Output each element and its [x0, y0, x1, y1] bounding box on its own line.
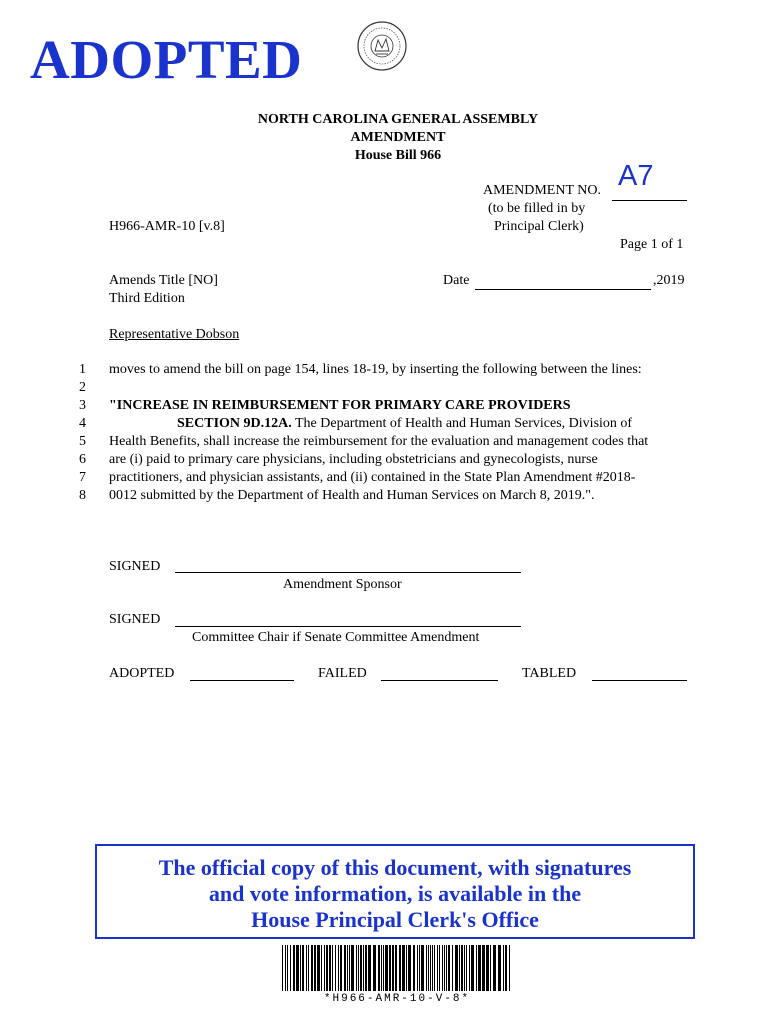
failed-label: FAILED — [318, 666, 367, 681]
line-number: 5 — [79, 434, 86, 449]
edition: Third Edition — [109, 291, 185, 306]
body-line-1: moves to amend the bill on page 154, lines 18-19, by inserting the following between the lines: — [109, 362, 642, 377]
section-number: SECTION 9D.12A. — [177, 416, 292, 431]
body-line-8: 0012 submitted by the Department of Health and Human Services on March 8, 2019.". — [109, 488, 595, 503]
sponsor-name: Representative Dobson — [109, 327, 240, 342]
document-id: H966-AMR-10 [v.8] — [109, 219, 225, 234]
banner-line-3: House Principal Clerk's Office — [251, 907, 539, 932]
page-count: Page 1 of 1 — [620, 237, 684, 252]
filled-note-2: Principal Clerk) — [494, 219, 584, 234]
line-number: 2 — [79, 380, 86, 395]
sponsor-caption: Amendment Sponsor — [283, 577, 402, 592]
barcode-text: *H966-AMR-10-V-8* — [323, 993, 471, 1005]
failed-line[interactable] — [381, 680, 498, 681]
tabled-line[interactable] — [592, 680, 687, 681]
date-label: Date — [443, 273, 470, 288]
assembly-heading: NORTH CAROLINA GENERAL ASSEMBLY — [257, 112, 539, 127]
state-seal-icon — [356, 20, 408, 72]
sponsor-signature-line[interactable] — [175, 572, 521, 573]
adopted-stamp: ADOPTED — [30, 29, 303, 90]
body-line-4 — [177, 416, 632, 432]
official-copy-banner — [95, 844, 695, 939]
line-number: 7 — [79, 470, 86, 485]
amendment-heading: AMENDMENT — [350, 130, 446, 145]
line-number: 3 — [79, 398, 86, 413]
chair-signature-line[interactable] — [175, 626, 521, 627]
body-line-6: are (i) paid to primary care physicians, including obstetricians and gynecologists, nurse — [109, 452, 598, 467]
adopted-label: ADOPTED — [109, 666, 175, 681]
section-heading: "INCREASE IN REIMBURSEMENT FOR PRIMARY CARE PROVIDERS — [109, 398, 571, 413]
body-line-7: practitioners, and physician assistants, and (ii) contained in the State Plan Amendment #2018- — [109, 470, 636, 485]
bill-heading: House Bill 966 — [354, 148, 442, 163]
signed-label: SIGNED — [109, 612, 161, 627]
barcode-icon — [282, 945, 512, 991]
line-number: 4 — [79, 416, 86, 431]
line-number: 8 — [79, 488, 86, 503]
banner-line-1: The official copy of this document, with signatures — [158, 855, 632, 880]
adopted-line[interactable] — [190, 680, 294, 681]
line-number: 6 — [79, 452, 86, 467]
filled-note-1: (to be filled in by — [488, 201, 586, 216]
banner-line-2: and vote information, is available in the — [208, 881, 582, 906]
signed-label: SIGNED — [109, 559, 161, 574]
date-line — [475, 289, 651, 290]
amendment-number-value: A7 — [618, 160, 654, 192]
chair-caption: Committee Chair if Senate Committee Amendment — [192, 630, 480, 645]
amendment-number-line — [612, 200, 687, 201]
body-line-5: Health Benefits, shall increase the reimbursement for the evaluation and management codes that — [109, 434, 649, 449]
tabled-label: TABLED — [522, 666, 577, 681]
amendment-number-label: AMENDMENT NO. — [483, 183, 601, 198]
date-year: ,2019 — [653, 273, 685, 288]
body-line-4-text: The Department of Health and Human Services, Division of — [291, 416, 633, 431]
line-number: 1 — [79, 362, 86, 377]
amends-title: Amends Title [NO] — [109, 273, 218, 288]
